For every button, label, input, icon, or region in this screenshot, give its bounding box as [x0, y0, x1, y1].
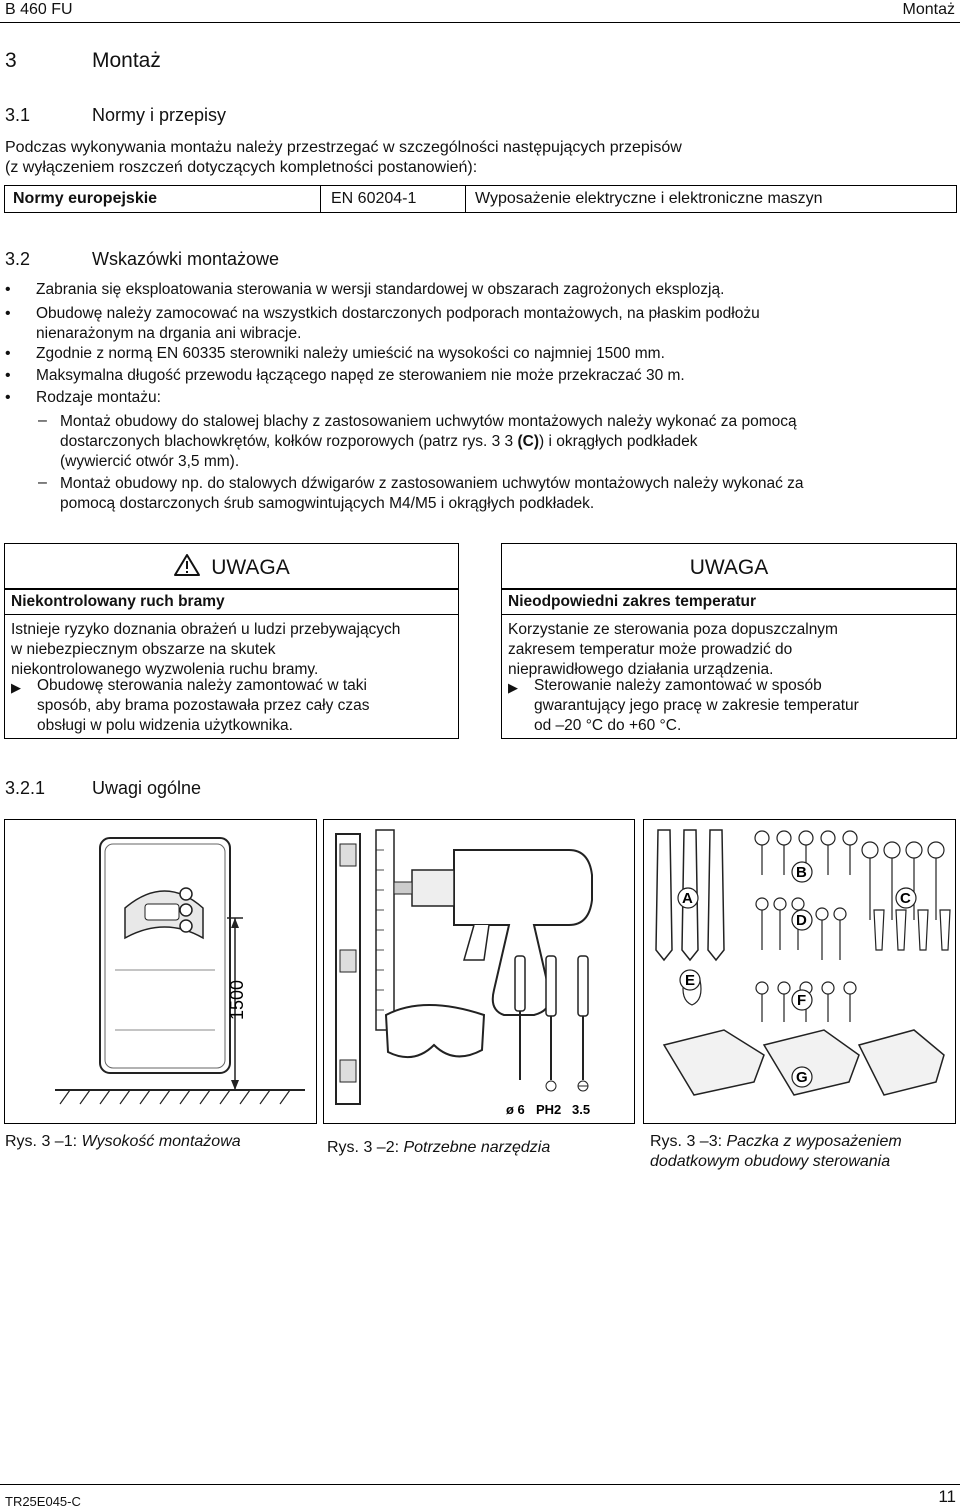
bullet-glyph: •	[5, 389, 11, 406]
label-f: F	[797, 992, 807, 1009]
sub-item	[60, 474, 930, 514]
warning-heading-text: UWAGA	[211, 556, 290, 579]
footer-divider	[0, 1484, 960, 1485]
label-b: B	[796, 864, 807, 881]
warning-subheading: Nieodpowiedni zakres temperatur	[508, 593, 757, 610]
caption-text: Paczka z wyposażeniem	[726, 1133, 902, 1150]
list-item: Zabrania się eksploatowania sterowania w wersji standardowej w obszarach zagrożonych eksplozją.	[36, 281, 725, 298]
section-3-2-1-heading	[0, 778, 960, 802]
bullet-glyph: •	[5, 367, 11, 384]
warning-action	[37, 676, 457, 736]
norm-label: Normy europejskie	[5, 186, 321, 212]
mounting-height-drawing	[5, 820, 316, 1123]
warning-subheading: Niekontrolowany ruch bramy	[11, 593, 225, 610]
text-line: w niebezpiecznym obszarze na skutek	[11, 641, 276, 658]
sub-item-line: Montaż obudowy do stalowej blachy z zastosowaniem uchwytów montażowych należy wykonać za pomocą	[60, 413, 797, 430]
label-d: D	[796, 912, 807, 929]
document-code: TR25E045-C	[5, 1494, 81, 1509]
caption-text: Wysokość montażowa	[81, 1133, 241, 1150]
warning-triangle-icon	[173, 553, 201, 577]
figure-caption	[650, 1132, 950, 1172]
list-item: Maksymalna długość przewodu łączącego napęd ze sterowaniem nie może przekraczać 30 m.	[36, 367, 685, 384]
text-run: dostarczonych blachowkrętów, kołków rozporowych (patrz rys. 3	[60, 433, 501, 450]
section-title: Montaż	[92, 49, 161, 72]
figure-mounting-height	[4, 819, 317, 1124]
accessory-pack-drawing	[644, 820, 955, 1123]
intro-line: Podczas wykonywania montażu należy przestrzegać w szczególności następujących przepisów	[5, 139, 682, 156]
caption-number: Rys. 3 –1:	[5, 1133, 78, 1150]
norm-code: EN 60204-1	[321, 186, 466, 212]
divider	[502, 614, 956, 615]
tools-drawing	[324, 820, 634, 1123]
section-title: Normy i przepisy	[92, 105, 227, 125]
section-number: 3.1	[5, 105, 31, 125]
text-line: niekontrolowanego wyzwolenia ruchu bramy.	[11, 661, 319, 678]
text-line: sposób, aby brama pozostawała przez cały czas	[37, 697, 370, 714]
list-item-continuation: nienarażonym na drgania ani wibracje.	[36, 325, 302, 342]
arrow-right-icon: ▶	[508, 680, 518, 695]
warning-text	[11, 620, 451, 680]
section-title: Uwagi ogólne	[92, 778, 202, 798]
section-number: 3.2.1	[5, 778, 46, 798]
sub-item-line: Montaż obudowy np. do stalowych dźwigarów z zastosowaniem uchwytów montażowych należy wykonać za	[60, 475, 804, 492]
warning-action	[534, 676, 954, 736]
text-line: od –20 °C do +60 °C.	[534, 717, 682, 734]
bit-size-label: ø 6	[506, 1102, 525, 1117]
bullet-glyph: •	[5, 345, 11, 362]
text-run: ) i okrągłych podkładek	[539, 433, 698, 450]
label-g: G	[796, 1069, 808, 1086]
warning-box-temperature	[501, 543, 957, 739]
text-run: 3	[504, 433, 518, 450]
warning-text	[508, 620, 948, 680]
norms-table	[4, 185, 957, 213]
list-item: Rodzaje montażu:	[36, 389, 161, 406]
label-a: A	[682, 890, 693, 907]
caption-text: dodatkowym obudowy sterowania	[650, 1153, 891, 1170]
warning-heading	[5, 544, 458, 588]
section-number: 3	[5, 49, 17, 72]
text-line: gwarantujący jego pracę w zakresie temperatur	[534, 697, 859, 714]
norm-description: Wyposażenie elektryczne i elektroniczne maszyn	[475, 190, 823, 207]
section-number: 3.2	[5, 249, 31, 269]
sub-item-line: pomocą dostarczonych śrub samogwintujących M4/M5 i okrągłych podkładek.	[60, 495, 595, 512]
bullet-glyph: •	[5, 305, 11, 322]
sub-item-line: (wywiercić otwór 3,5 mm).	[60, 453, 240, 470]
bit-size-label: PH2	[536, 1102, 562, 1117]
height-label: 1500	[227, 979, 247, 1020]
list-item: Zgodnie z normą EN 60335 sterowniki należy umieścić na wysokości co najmniej 1500 mm.	[36, 345, 665, 362]
divider	[502, 588, 956, 590]
caption-text: Potrzebne narzędzia	[403, 1139, 551, 1156]
text-line: Istnieje ryzyko doznania obrażeń u ludzi przebywających	[11, 621, 401, 638]
section-3-1-intro	[5, 138, 945, 178]
warning-heading: UWAGA	[689, 556, 769, 579]
caption-number: Rys. 3 –3:	[650, 1133, 723, 1150]
text-line: nieprawidłowego działania urządzenia.	[508, 661, 774, 678]
text-line: Obudowę sterowania należy zamontować w taki	[37, 677, 367, 694]
section-title: Wskazówki montażowe	[92, 249, 280, 269]
sub-item-line	[60, 432, 930, 452]
figure-caption	[327, 1138, 550, 1158]
label-c: C	[900, 890, 911, 907]
divider	[5, 614, 458, 615]
page-header	[0, 0, 960, 23]
section-3-1-heading	[0, 105, 960, 129]
section-3-2-heading	[0, 249, 960, 273]
text-run-bold: (C)	[517, 433, 539, 450]
figure-accessory-pack	[643, 819, 956, 1124]
label-e: E	[685, 972, 696, 989]
text-line: obsługi w polu widzenia użytkownika.	[37, 717, 293, 734]
figure-caption	[5, 1132, 241, 1152]
bullet-glyph: •	[5, 281, 11, 298]
list-item: Obudowę należy zamocować na wszystkich dostarczonych podporach montażowych, na płaskim podłożu	[36, 305, 760, 322]
text-line: Korzystanie ze sterowania poza dopuszczalnym	[508, 621, 838, 638]
bit-size-label: 3.5	[572, 1102, 591, 1117]
page-number: 11	[938, 1487, 956, 1506]
dash-glyph: –	[38, 474, 47, 491]
sub-item	[60, 412, 930, 472]
header-chapter: Montaż	[902, 1, 955, 18]
dash-glyph: –	[38, 412, 47, 429]
arrow-right-icon: ▶	[11, 680, 21, 695]
divider	[5, 588, 458, 590]
text-line: Sterowanie należy zamontować w sposób	[534, 677, 822, 694]
section-3-heading	[0, 49, 960, 77]
header-model: B 460 FU	[5, 1, 73, 18]
figure-required-tools	[323, 819, 635, 1124]
text-line: zakresem temperatur może prowadzić do	[508, 641, 793, 658]
mounting-guidelines-list	[0, 280, 960, 520]
caption-number: Rys. 3 –2:	[327, 1139, 400, 1156]
warning-box-door-movement	[4, 543, 459, 739]
intro-line: (z wyłączeniem roszczeń dotyczących kompletności postanowień):	[5, 159, 478, 176]
